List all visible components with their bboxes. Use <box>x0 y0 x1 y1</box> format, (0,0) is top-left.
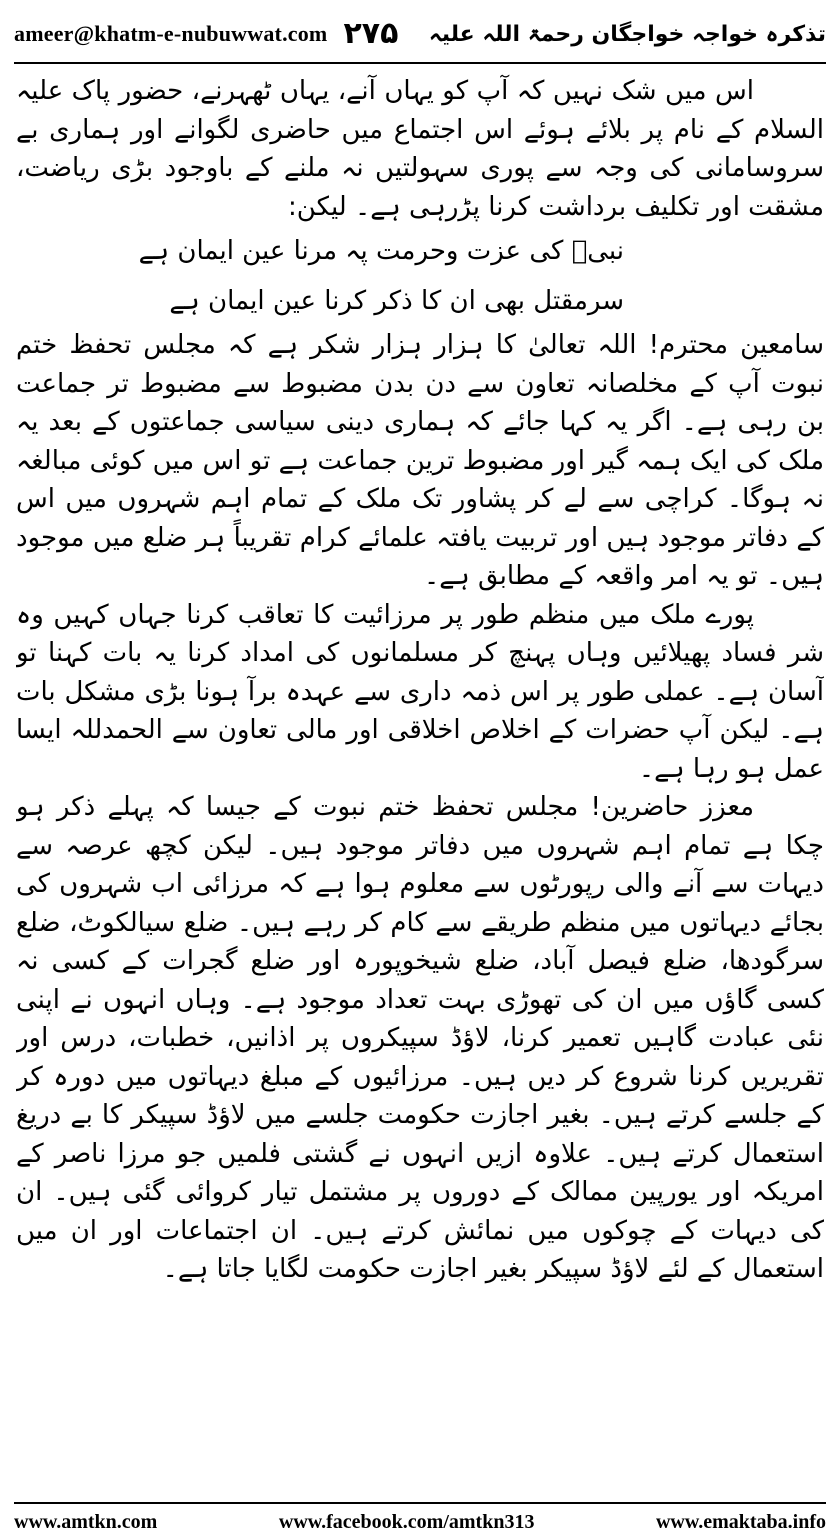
header-left-group <box>14 16 399 51</box>
paragraph-4: معزز حاضرین! مجلس تحفظ ختم نبوت کے جیسا کہ پہلے ذکر ہو چکا ہے تمام اہم شہروں میں دفاتر موجود ہیں۔ لیکن کچھ عرصہ سے دیہات سے آنے والی رپورٹوں سے معلوم ہوا ہے کہ مرزائی اب شہروں کی بجائے دیہاتوں میں منظم طریقے سے کام کر رہے ہیں۔ ضلع سیالکوٹ، ضلع سرگودھا، ضلع فیصل آباد، ضلع شیخوپورہ اور ضلع گجرات کے کسی نہ کسی گاؤں میں ان کی تھوڑی بہت تعداد موجود ہے۔ وہاں انہوں نے اپنی نئی عبادت گاہیں تعمیر کرنا، لاؤڈ سپیکروں پر اذانیں، خطبات، درس اور تقریریں کرنا شروع کر دیں ہیں۔ مرزائیوں کے مبلغ دیہاتوں میں دورہ کر کے جلسے کرتے ہیں۔ بغیر اجازت حکومت جلسے میں لاؤڈ سپیکر کا بے دریغ استعمال کرتے ہیں۔ علاوہ ازیں انہوں نے گشتی فلمیں جو مرزا ناصر کے امریکہ اور یورپین ممالک کے دوروں پر مشتمل تیار کروائی گئی ہیں۔ ان کی دیہات کے چوکوں میں نمائش کرتے ہیں۔ ان اجتماعات اور ان میں استعمال کے لئے لاؤڈ سپیکر بغیر اجازت حکومت لگایا جاتا ہے۔ <box>16 792 824 1284</box>
paragraph-1: اس میں شک نہیں کہ آپ کو یہاں آنے، یہاں ٹھہرنے، حضور پاک علیہ السلام کے نام پر بلائے ہوئے اس اجتماع میں حاضری لگوانے اور ہماری بے سروسامانی کی وجہ سے پوری سہولتیں نہ ملنے کے باوجود بڑی ریاضت، مشقت اور تکلیف برداشت کرنا پڑرہی ہے۔ لیکن: <box>16 76 824 222</box>
footer-link-amtkn[interactable]: www.amtkn.com <box>14 1510 158 1533</box>
verse-line-1: نبیؐ کی عزت وحرمت پہ مرنا عین ایمان ہے <box>138 236 624 266</box>
header-divider <box>14 62 826 64</box>
page-body <box>16 72 824 1492</box>
footer-divider <box>14 1502 826 1504</box>
page-number: ۲۷۵ <box>343 16 399 51</box>
footer-link-emaktaba[interactable]: www.emaktaba.info <box>655 1510 826 1533</box>
header-email[interactable]: ameer@khatm-e-nubuwwat.com <box>14 21 328 46</box>
book-title: تذکرہ خواجہ خواجگان رحمۃ اللہ علیہ <box>428 21 826 47</box>
paragraph-3: پورے ملک میں منظم طور پر مرزائیت کا تعاقب کرنا جہاں کہیں وہ شر فساد پھیلائیں وہاں پہنچ کر مسلمانوں کی امداد کرنا یہ بات کہنا تو آسان ہے۔ عملی طور پر اس ذمہ داری سے عہدہ برآ ہونا بڑی مشکل بات ہے۔ لیکن آپ حضرات کے اخلاص اخلاقی اور مالی تعاون سے الحمدللہ ایسا عمل ہو رہا ہے۔ <box>16 599 824 784</box>
paragraph-2: سامعین محترم! اللہ تعالیٰ کا ہزار ہزار شکر ہے کہ مجلس تحفظ ختم نبوت آپ کے مخلصانہ تعاون سے دن بدن مضبوط سے مضبوط تر جماعت بن رہی ہے۔ اگر یہ کہا جائے کہ ہماری دینی سیاسی جماعتوں کے بعد یہ ملک کی ایک ہمہ گیر اور مضبوط ترین جماعت ہے تو اس میں کوئی مبالغہ نہ ہوگا۔ کراچی سے لے کر پشاور تک ملک کے تمام اہم شہروں میں اس کے دفاتر موجود ہیں اور تربیت یافتہ علمائے کرام تقریباً ہر ضلع میں موجود ہیں۔ تو یہ امر واقعہ کے مطابق ہے۔ <box>16 330 824 591</box>
footer-link-facebook[interactable]: www.facebook.com/amtkn313 <box>278 1510 535 1533</box>
page-footer <box>14 1508 826 1536</box>
page-header <box>14 14 826 54</box>
verse-line-2: سرمقتل بھی ان کا ذکر کرنا عین ایمان ہے <box>169 286 624 316</box>
